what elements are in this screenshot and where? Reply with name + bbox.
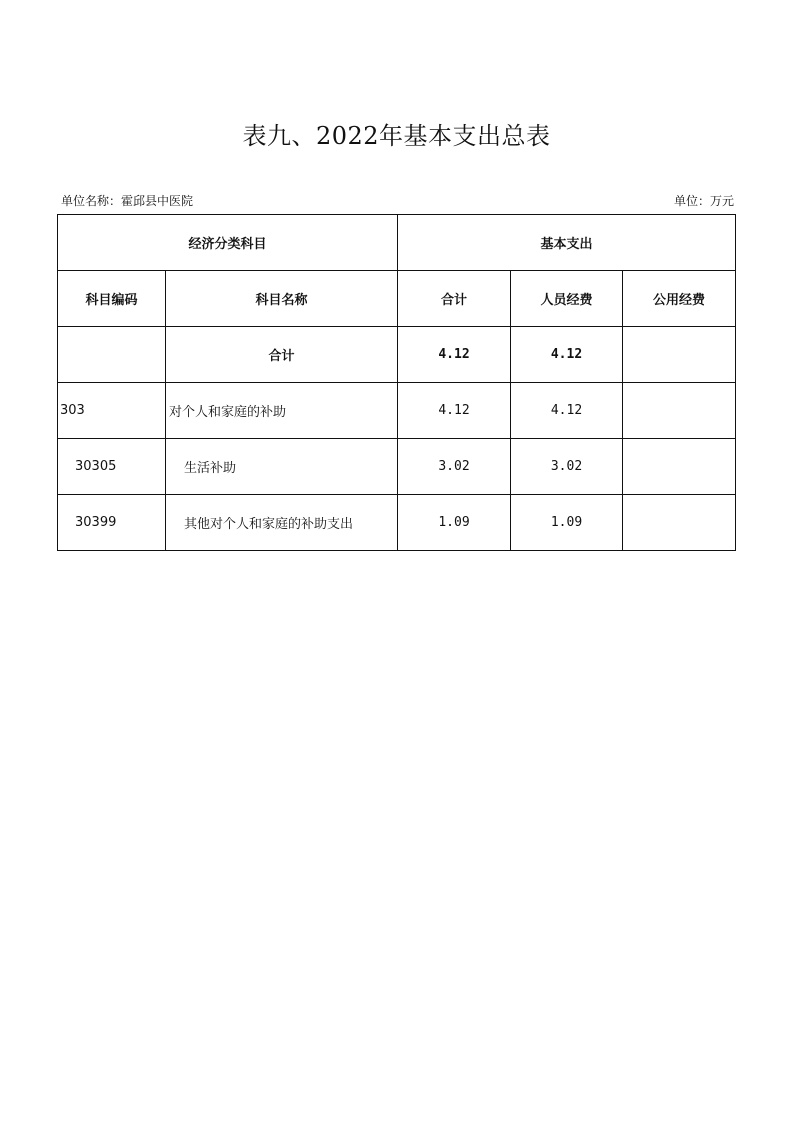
page-title: 表九、2022年基本支出总表 — [242, 122, 551, 150]
total-public-cell — [623, 327, 736, 383]
total-row — [58, 327, 736, 383]
row-code-cell: 30305 — [58, 439, 166, 495]
total-total-cell: 4.12 — [398, 327, 511, 383]
table-row — [58, 383, 736, 439]
row-personnel-cell: 3.02 — [511, 439, 623, 495]
row-public-cell — [623, 495, 736, 551]
row-name-cell: 其他对个人和家庭的补助支出 — [166, 495, 398, 551]
table-row — [58, 495, 736, 551]
table-row — [58, 439, 736, 495]
expenditure-table — [57, 214, 736, 551]
row-personnel-cell: 1.09 — [511, 495, 623, 551]
row-public-cell — [623, 383, 736, 439]
header-group-row — [58, 215, 736, 271]
row-name-cell: 对个人和家庭的补助 — [166, 383, 398, 439]
header-subject-code: 科目编码 — [58, 271, 166, 327]
total-name-cell: 合计 — [166, 327, 398, 383]
header-basic-expenditure: 基本支出 — [398, 215, 736, 271]
unit-name-label: 单位名称：霍邱县中医院 — [61, 194, 194, 208]
row-total-cell: 3.02 — [398, 439, 511, 495]
row-code-cell: 30399 — [58, 495, 166, 551]
total-code-cell — [58, 327, 166, 383]
header-column-row — [58, 271, 736, 327]
row-name-cell: 生活补助 — [166, 439, 398, 495]
header-personnel-expense: 人员经费 — [511, 271, 623, 327]
row-code-cell: 303 — [58, 383, 166, 439]
header-total: 合计 — [398, 271, 511, 327]
row-total-cell: 1.09 — [398, 495, 511, 551]
row-public-cell — [623, 439, 736, 495]
header-economic-classification: 经济分类科目 — [58, 215, 398, 271]
header-subject-name: 科目名称 — [166, 271, 398, 327]
total-personnel-cell: 4.12 — [511, 327, 623, 383]
row-personnel-cell: 4.12 — [511, 383, 623, 439]
header-public-expense: 公用经费 — [623, 271, 736, 327]
row-total-cell: 4.12 — [398, 383, 511, 439]
unit-label: 单位：万元 — [673, 194, 734, 208]
